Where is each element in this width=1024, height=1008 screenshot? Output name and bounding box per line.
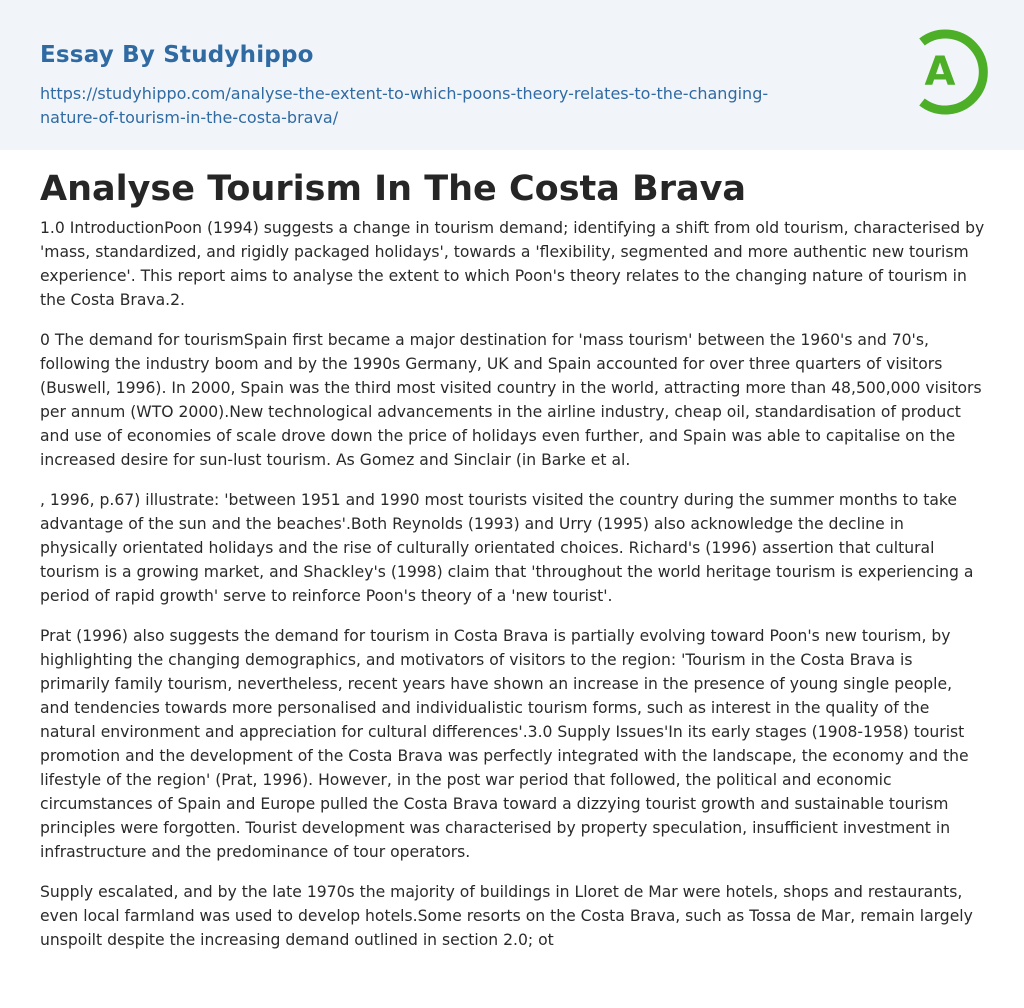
essay-body	[40, 216, 986, 968]
essay-paragraph: Prat (1996) also suggests the demand for tourism in Costa Brava is partially evolving toward Poon's new tourism, by highlighting the changing demographics, and motivators of visitors to the region: 'Tourism in the Costa Brava is primarily family tourism, nevertheless, recent years have shown an increase in the presence of young single people, and tendencies towards more personalised and individualistic tourism forms, such as interest in the quality of the natural environment and appreciation for cultural differences'.3.0 Supply Issues'In its early stages (1908-1958) tourist promotion and the development of the Costa Brava was perfectly integrated with the landscape, the economy and the lifestyle of the region' (Prat, 1996). However, in the post war period that followed, the political and economic circumstances of Spain and Europe pulled the Costa Brava toward a dizzying tourist growth and sustainable tourism principles were forgotten. Tourist development was characterised by property speculation, insufficient investment in infrastructure and the predominance of tour operators.	[40, 627, 969, 861]
studyhippo-logo-icon[interactable]	[908, 26, 992, 118]
essay-paragraph: , 1996, p.67) illustrate: 'between 1951 and 1990 most tourists visited the country during the summer months to take advantage of the sun and the beaches'.Both Reynolds (1993) and Urry (1995) also acknowledge the decline in physically orientated holidays and the rise of culturally orientated choices. Richard's (1996) assertion that cultural tourism is a growing market, and Shackley's (1998) claim that 'throughout the world heritage tourism is experiencing a period of rapid growth' serve to reinforce Poon's theory of a 'new tourist'.	[40, 491, 974, 605]
logo-letter: A	[924, 49, 956, 95]
essay-paragraph: Supply escalated, and by the late 1970s the majority of buildings in Lloret de Mar were hotels, shops and restaurants, even local farmland was used to develop hotels.Some resorts on the Costa Brava, such as Tossa de Mar, remain largely unspoilt despite the increasing demand outlined in section 2.0; ot	[40, 883, 973, 949]
essay-paragraph: 0 The demand for tourismSpain first became a major destination for 'mass tourism' between the 1960's and 70's, following the industry boom and by the 1990s Germany, UK and Spain accounted for over three quarters of visitors (Buswell, 1996). In 2000, Spain was the third most visited country in the world, attracting more than 48,500,000 visitors per annum (WTO 2000).New technological advancements in the airline industry, cheap oil, standardisation of product and use of economies of scale drove down the price of holidays even further, and Spain was able to capitalise on the increased desire for sun-lust tourism. As Gomez and Sinclair (in Barke et al.	[40, 331, 982, 469]
essay-paragraph: 1.0 IntroductionPoon (1994) suggests a change in tourism demand; identifying a shift from old tourism, characterised by 'mass, standardized, and rigidly packaged holidays', towards a 'flexibility, segmented and more authentic new tourism experience'. This report aims to analyse the extent to which Poon's theory relates to the changing nature of tourism in the Costa Brava.2.	[40, 219, 985, 309]
page-title: Analyse Tourism In The Costa Brava	[40, 169, 747, 209]
source-url-link[interactable]: https://studyhippo.com/analyse-the-extent-to-which-poons-theory-relates-to-the-changing-nature-of-tourism-in-the-costa-brava/	[40, 84, 769, 127]
page-header	[0, 0, 1024, 150]
brand-title[interactable]: Essay By Studyhippo	[40, 42, 314, 68]
